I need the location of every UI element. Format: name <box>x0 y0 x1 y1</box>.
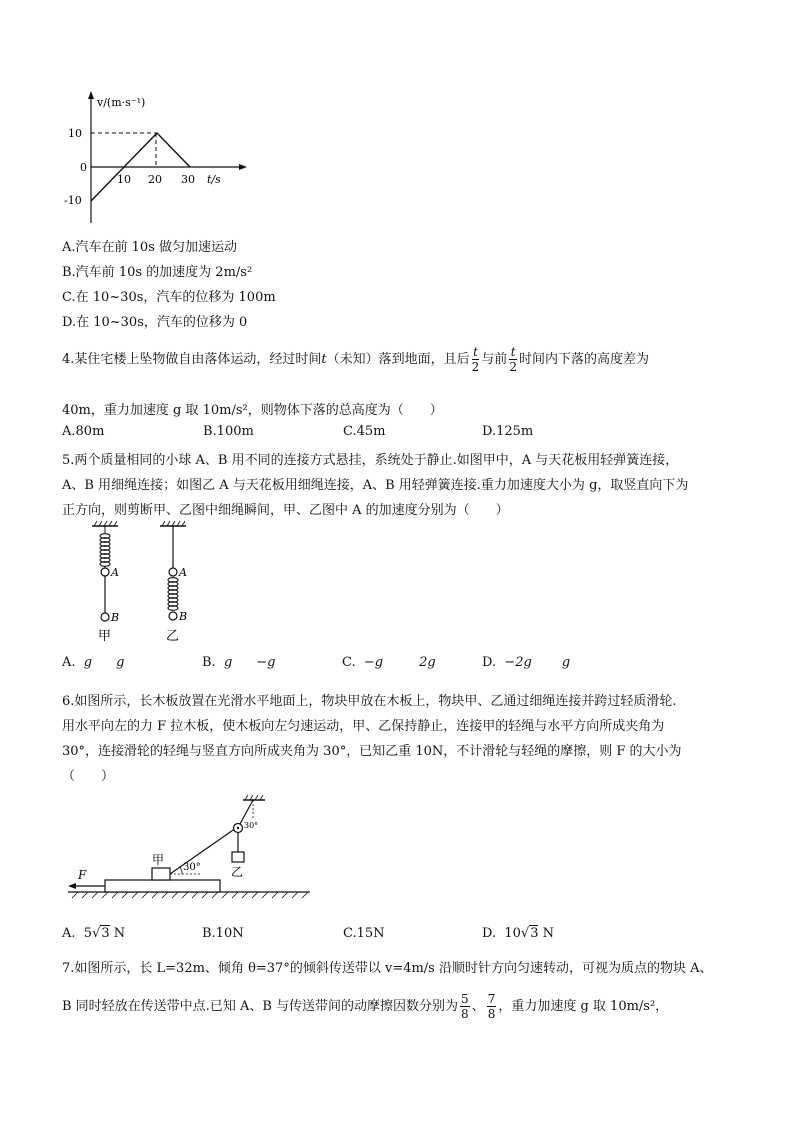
angle-label-top: 30° <box>244 821 259 830</box>
q7-stem-line2: B 同时轻放在传送带中点.已知 A、B 与传送带间的动摩擦因数分别为 $\frac{5}{8}$ 、 $\frac{7}{8}$ ，重力加速度 g 取 10m/s²， <box>62 992 669 1021</box>
q4-fraction-2: $\frac{t}{2}$ <box>509 345 517 374</box>
q7-fraction-1: $\frac{5}{8}$ <box>461 992 469 1021</box>
spring-string-figure <box>82 520 202 645</box>
y-tick-neg10: -10 <box>64 194 82 207</box>
label-f: F <box>78 868 87 882</box>
block-jia <box>152 868 170 880</box>
q6-stem-line3: 30°，连接滑轮的轻绳与竖直方向所成夹角为 30°，已知乙重 10N，不计滑轮与轻绳的摩擦，则 F 的大小为 <box>62 744 682 759</box>
caption-yi: 乙 <box>166 629 180 644</box>
q3-option-c: C.在 10~30s，汽车的位移为 100m <box>62 290 276 305</box>
y-tick-10: 10 <box>68 127 82 140</box>
q4-fraction-1: $\frac{t}{2}$ <box>471 345 480 374</box>
angle-arc-bottom <box>180 867 182 874</box>
q3-option-b: B.汽车前 10s 的加速度为 2m/s² <box>62 265 253 280</box>
q4-text-c: 与前 <box>481 352 508 367</box>
t-axis-arrow <box>239 164 247 170</box>
x-tick-10: 10 <box>117 173 131 186</box>
ground-hatch <box>72 892 308 898</box>
y-axis-label: v/(m·s⁻¹) <box>97 96 146 109</box>
block-yi <box>232 852 244 862</box>
spring-left <box>100 534 110 567</box>
pulley-board-figure <box>60 790 315 908</box>
spring-right <box>168 578 178 611</box>
q6-option-d: D. 10√3 N <box>482 926 554 941</box>
label-jia: 甲 <box>152 853 165 867</box>
q7-fraction-2: $\frac{7}{8}$ <box>487 992 496 1021</box>
q5-option-a: A. g g <box>62 655 125 670</box>
q5-option-c: C. −g 2g <box>342 655 436 670</box>
x-tick-30: 30 <box>181 173 195 186</box>
q5-stem-line3: 正方向，则剪断甲、乙图中细绳瞬间，甲、乙图中 A 的加速度分别为（ ） <box>62 503 509 518</box>
force-f-arrowhead <box>68 883 76 889</box>
q4-option-a: A.80m <box>62 424 105 439</box>
q6-stem-line4: （ ） <box>62 769 115 784</box>
q5-stem-line2: A、B 用细绳连接；如图乙 A 与天花板用细绳连接，A、B 用轻弹簧连接.重力加速度大小为 g，取竖直向下为 <box>62 478 689 493</box>
q4-text-a: 4.某住宅楼上坠物做自由落体运动，经过时间 <box>62 352 322 367</box>
q6-option-c: C.15N <box>343 926 385 941</box>
x-tick-20: 20 <box>148 173 162 186</box>
q6-stem-line1: 6.如图所示，长木板放置在光滑水平地面上，物块甲放在木板上，物块甲、乙通过细绳连接并跨过轻质滑轮. <box>62 694 677 709</box>
y-tick-0: 0 <box>80 161 87 174</box>
q6-option-b: B.10N <box>202 926 244 941</box>
ball-a-right <box>169 568 177 576</box>
q4-option-b: B.100m <box>203 424 254 439</box>
ball-b-left <box>101 613 109 621</box>
v-axis-arrow <box>88 91 94 99</box>
label-b-right: B <box>179 610 188 623</box>
label-a-left: A <box>111 566 119 579</box>
q5-option-b: B. g −g <box>202 655 276 670</box>
q5-option-d: D. −2g g <box>482 655 571 670</box>
x-axis-label: t/s <box>207 173 221 186</box>
q6-stem-line2: 用水平向左的力 F 拉木板，使木板向左匀速运动，甲、乙保持静止，连接甲的轻绳与水平方向所成夹角为 <box>62 719 665 734</box>
q4-stem-line2: 40m，重力加速度 g 取 10m/s²，则物体下落的总高度为（ ） <box>62 403 443 418</box>
q4-stem-line1 <box>62 345 649 374</box>
q5-stem-line1: 5.两个质量相同的小球 A、B 用不同的连接方式悬挂，系统处于静止.如图甲中，A 与天花板用轻弹簧连接， <box>62 453 679 468</box>
velocity-time-graph <box>60 88 250 228</box>
q4-text-b: （未知）落到地面，且后 <box>326 352 470 367</box>
ceiling-hatch-q6 <box>245 795 263 800</box>
q6-option-a: A. 5√3 N <box>62 926 126 941</box>
label-yi: 乙 <box>231 865 244 879</box>
q4-text-d: 时间内下落的高度差为 <box>518 352 649 367</box>
q4-option-c: C.45m <box>343 424 386 439</box>
ball-a-left <box>101 568 109 576</box>
q3-option-d: D.在 10~30s，汽车的位移为 0 <box>62 315 248 330</box>
long-board <box>105 880 220 892</box>
pulley-axle <box>237 827 239 829</box>
q3-option-a: A.汽车在前 10s 做匀加速运动 <box>62 240 237 255</box>
label-a-right: A <box>179 566 187 579</box>
q4-option-d: D.125m <box>482 424 534 439</box>
ball-b-right <box>169 612 177 620</box>
q4-var-t: t <box>321 352 327 367</box>
q7-stem-line1: 7.如图所示，长 L=32m、倾角 θ=37°的倾斜传送带以 v=4m/s 沿顺时针方向匀速转动，可视为质点的物块 A、 <box>62 961 713 976</box>
angle-label-bottom: 30° <box>183 862 201 873</box>
caption-jia: 甲 <box>98 629 112 644</box>
label-b-left: B <box>111 611 120 624</box>
